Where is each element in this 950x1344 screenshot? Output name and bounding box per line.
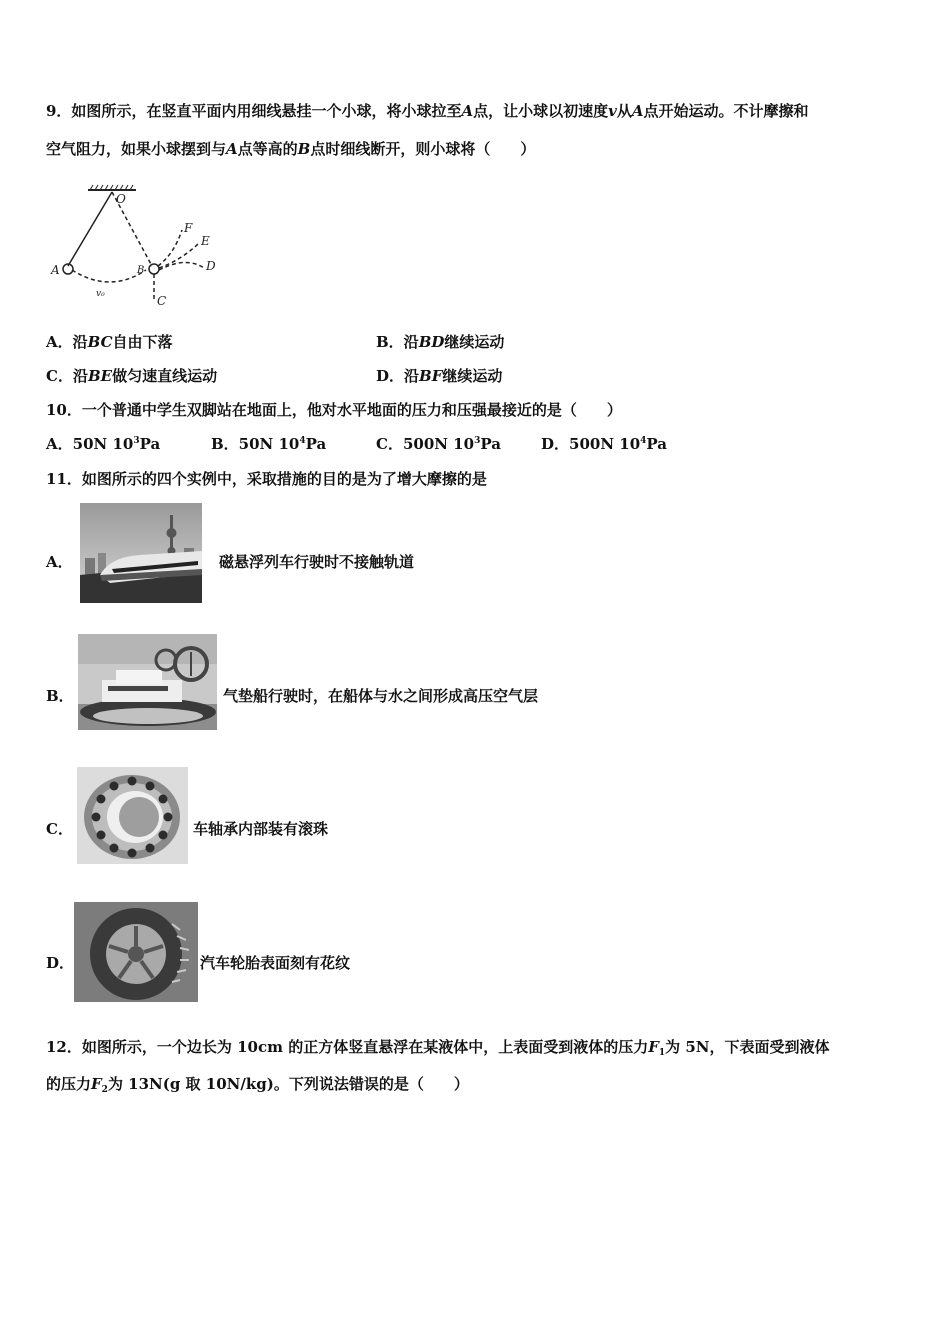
q9-stem-line2: 空气阻力，如果小球摆到与A点等高的B点时细线断开，则小球将（ ） — [46, 140, 536, 158]
ball-bearing-photo — [77, 767, 188, 864]
q9-option-d[interactable]: D．沿BF继续运动 — [376, 367, 503, 385]
q9-option-a[interactable]: A．沿BC自由下落 — [46, 333, 173, 351]
tire-tread-photo — [74, 902, 198, 1002]
maglev-train-photo — [80, 503, 202, 603]
q10-stem: 10．一个普通中学生双脚站在地面上，他对水平地面的压力和压强最接近的是（ ） — [46, 401, 622, 419]
fig-label-a: A — [51, 263, 60, 277]
q11-option-b-label[interactable]: B． — [46, 687, 74, 705]
fig-label-c: C — [157, 294, 167, 308]
fig-label-o: O — [116, 192, 126, 206]
q12-stem-line1: 12．如图所示，一个边长为 10cm 的正方体竖直悬浮在某液体中，上表面受到液体的压力$F_1$为 5N，下表面受到液体 — [46, 1038, 830, 1058]
fig-label-d: D — [206, 259, 216, 273]
q9-stem-line1: 9．如图所示，在竖直平面内用细线悬挂一个小球，将小球拉至A点，让小球以初速度v从A点开始运动。不计摩擦和 — [46, 102, 809, 120]
hovercraft-photo — [78, 634, 217, 730]
q9-option-b[interactable]: B．沿BD继续运动 — [376, 333, 505, 351]
q11-option-c-label[interactable]: C． — [46, 820, 73, 838]
q11-option-d-label[interactable]: D． — [46, 954, 75, 972]
q9-option-c[interactable]: C．沿BE做匀速直线运动 — [46, 367, 218, 385]
fig-label-e: E — [201, 234, 210, 248]
q12-stem-line2: 的压力$F_2$为 13N(g 取 10N/kg)。下列说法错误的是（ ） — [46, 1075, 469, 1095]
q10-option-a[interactable]: A．50N $10^3Pa$ — [46, 435, 161, 453]
fig-label-b: B — [137, 265, 145, 276]
q11-option-b-text[interactable]: 气垫船行驶时，在船体与水之间形成高压空气层 — [223, 687, 539, 705]
q10-option-c[interactable]: C．500N $10^3Pa$ — [376, 435, 501, 453]
pendulum-figure — [46, 184, 226, 310]
fig-label-v0: v₀ — [96, 289, 105, 299]
q10-option-b[interactable]: B．50N $10^4Pa$ — [211, 435, 327, 453]
fig-label-f: F — [184, 221, 193, 235]
q11-option-a-text[interactable]: 磁悬浮列车行驶时不接触轨道 — [219, 553, 415, 571]
q11-option-d-text[interactable]: 汽车轮胎表面刻有花纹 — [200, 954, 351, 972]
q11-stem: 11．如图所示的四个实例中，采取措施的目的是为了增大摩擦的是 — [46, 470, 487, 488]
q11-option-c-text[interactable]: 车轴承内部装有滚珠 — [193, 820, 329, 838]
q11-option-a-label[interactable]: A． — [46, 553, 73, 571]
q10-option-d[interactable]: D．500N $10^4Pa$ — [541, 435, 668, 453]
